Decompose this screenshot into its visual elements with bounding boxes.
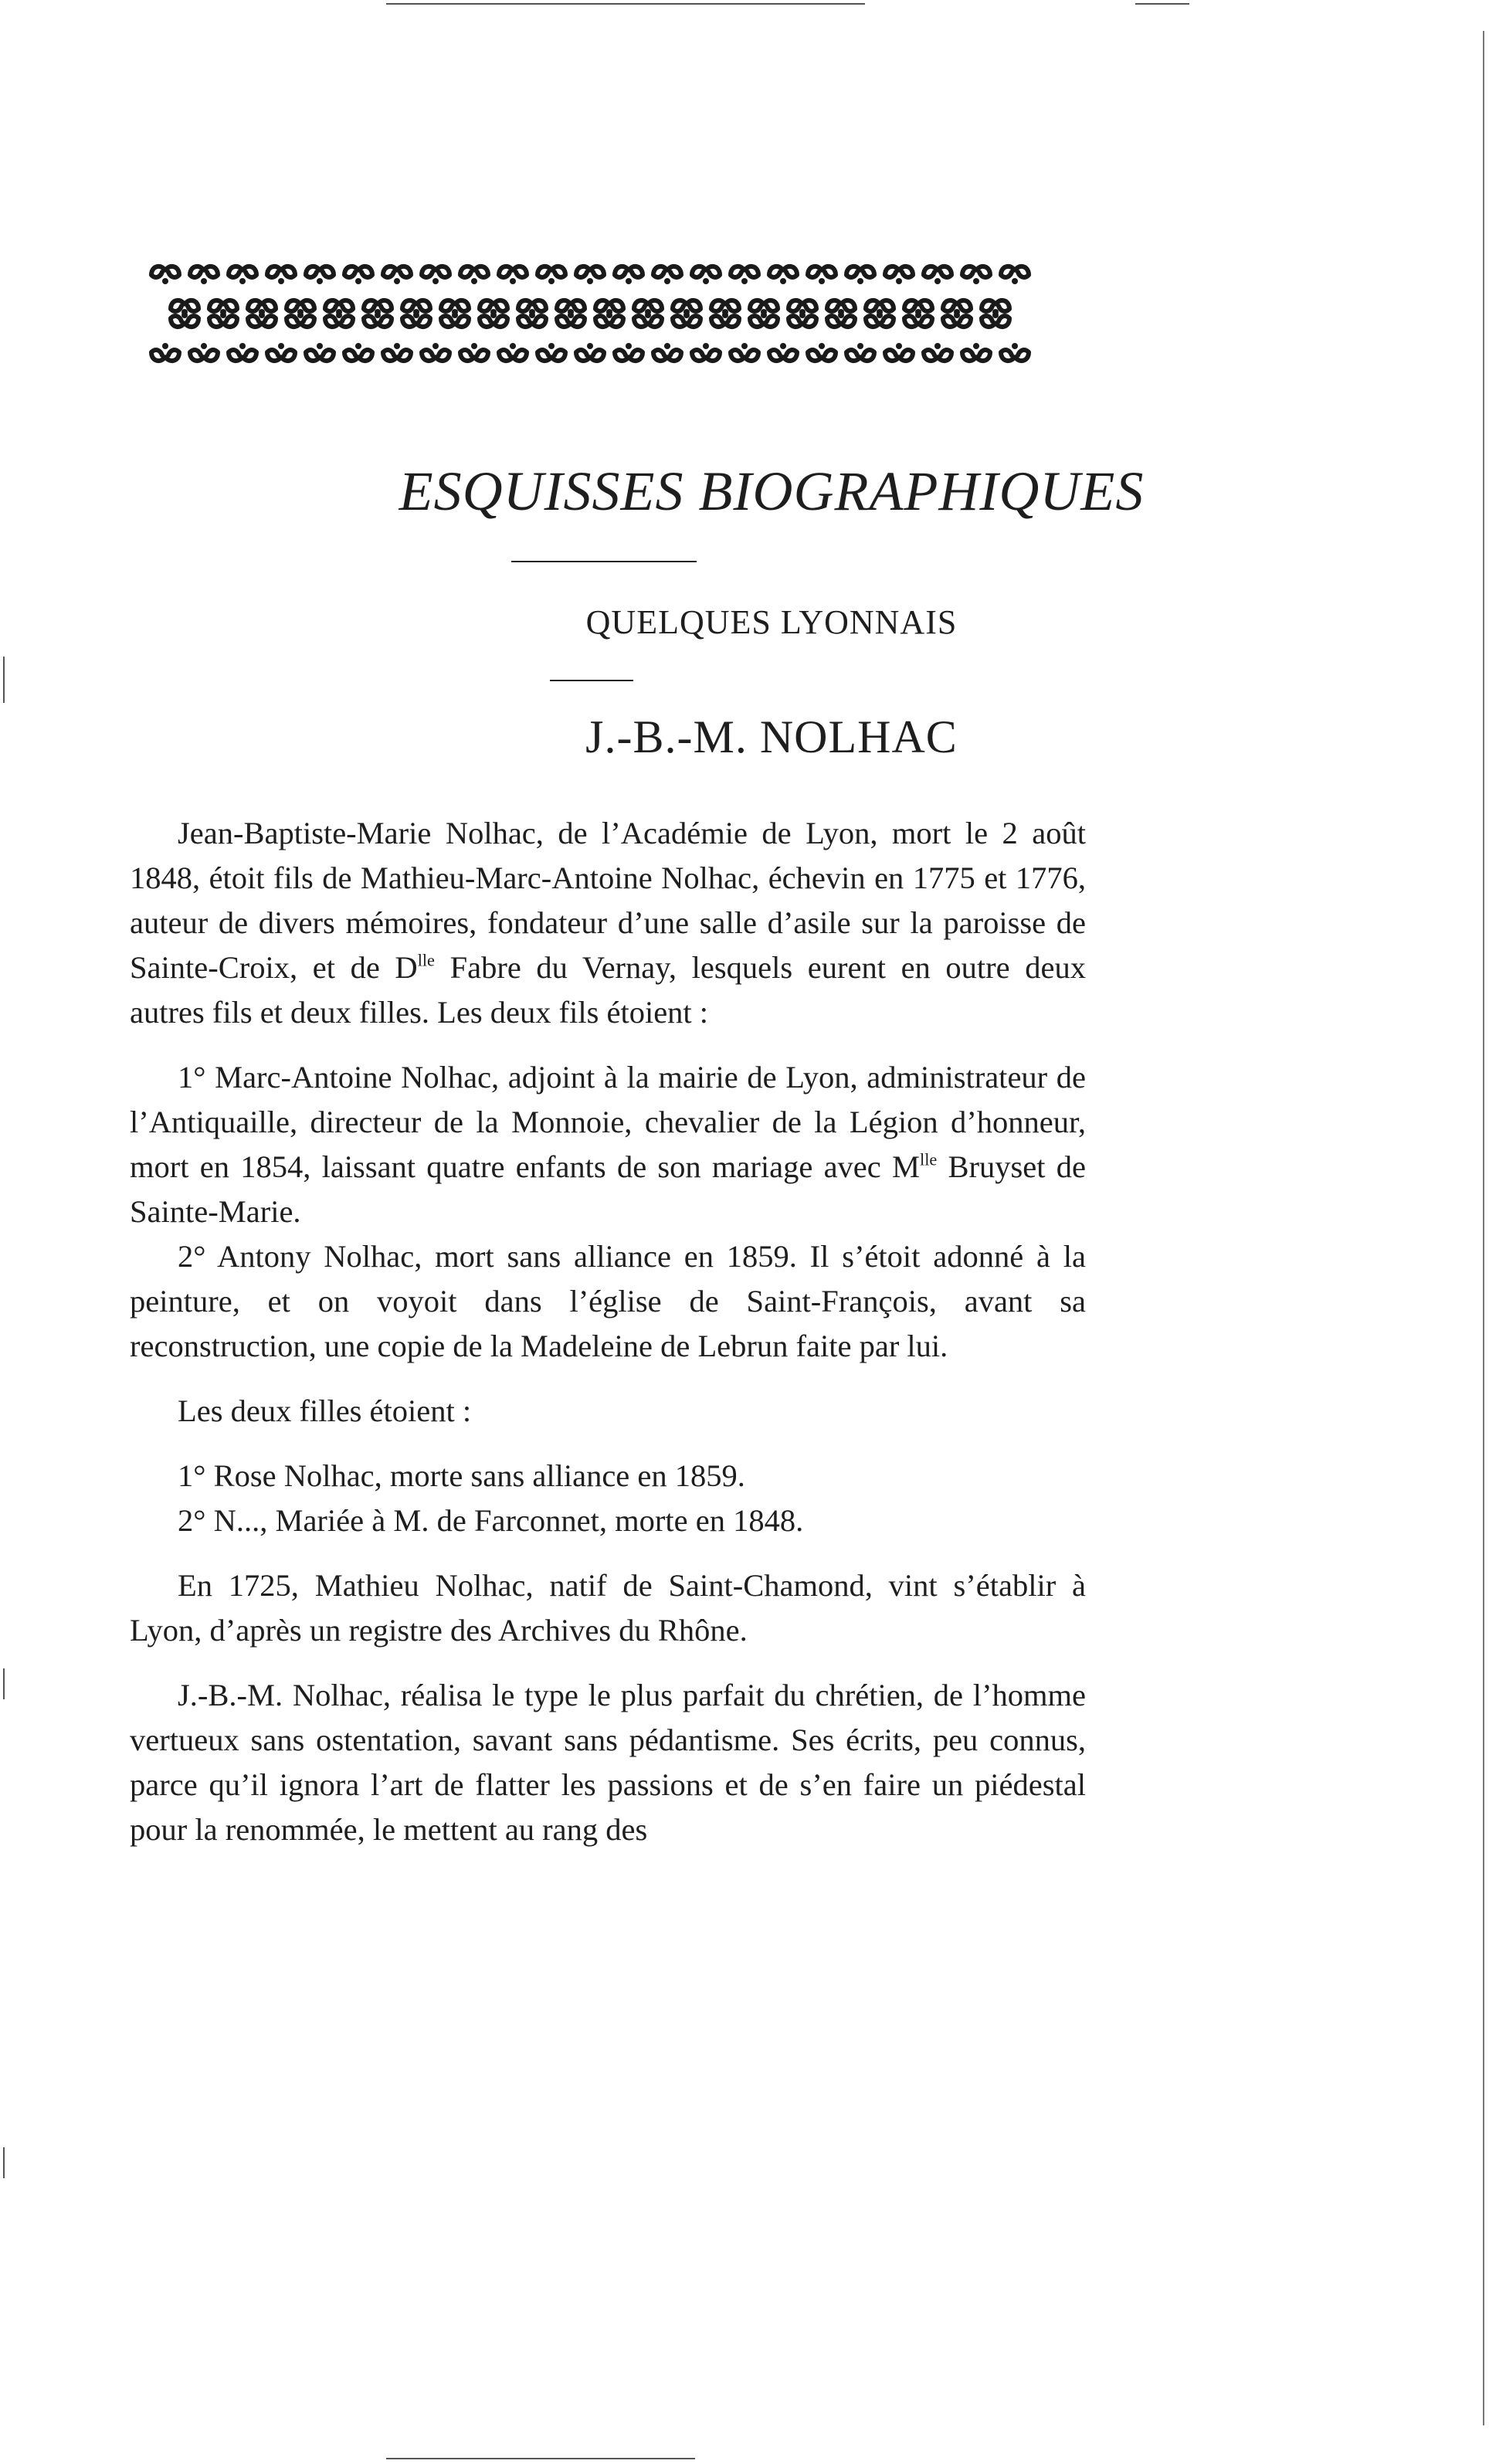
fleuron-band-icon — [147, 255, 1043, 371]
paragraph-text: 1° Marc-Antoine Nolhac, adjoint à la mairie de Lyon, administrateur de l’Antiquaille, directeur de la Monnoie, chevalier de la Légion d’honneur, mort en 1854, laissant quatre enfants de son mariage avec M — [130, 1060, 1086, 1184]
paragraph-text: Fabre du Vernay, lesquels eurent en outre deux autres fils et deux filles. Les deux fils étoient : — [130, 950, 1086, 1030]
biography-heading: J.-B.-M. NOLHAC — [585, 711, 958, 762]
scan-edge-bottom — [386, 2458, 695, 2459]
paragraph: En 1725, Mathieu Nolhac, natif de Saint-Chamond, vint s’établir à Lyon, d’après un registre des Archives du Rhône. — [130, 1568, 1086, 1648]
body-text — [130, 811, 1086, 1852]
subtitle-divider — [550, 680, 633, 681]
paragraph: 2° N..., Mariée à M. de Farconnet, morte en 1848. — [178, 1503, 804, 1538]
paragraph: 2° Antony Nolhac, mort sans alliance en 1859. Il s’étoit adonné à la peinture, et on voyoit dans l’église de Saint-François, avant sa reconstruction, une copie de la Madeleine de Lebrun faite par lui. — [130, 1239, 1086, 1363]
paragraph-text: Jean-Baptiste-Marie Nolhac, de l’Académie de Lyon, mort le 2 août 1848, étoit fils de Mathieu-Marc-Antoine Nolhac, échevin en 1775 et 1776, auteur de divers mémoires, fondateur d’une salle d’asile sur la paroisse de Sainte-Croix, et de D — [130, 816, 1086, 985]
superscript: lle — [417, 950, 435, 970]
scan-edge-right — [1483, 31, 1484, 2425]
superscript: lle — [920, 1149, 938, 1169]
page-title: ESQUISSES BIOGRAPHIQUES — [399, 460, 1145, 522]
paragraph: J.-B.-M. Nolhac, réalisa le type le plus parfait du chrétien, de l’homme vertueux sans ostentation, savant sans pédantisme. Ses écrits, peu connus, parce qu’il ignora l’art de flatter les passions et de s’en faire un piédestal pour la renommée, le mettent au rang des — [130, 1678, 1086, 1847]
paragraph-text: Bruyset de Sainte-Marie. — [130, 1149, 1087, 1229]
scan-mark-left — [3, 1668, 5, 1699]
paragraph — [130, 811, 1086, 1035]
scan-edge-top-right — [1135, 3, 1189, 5]
scan-mark-left — [3, 657, 5, 703]
paragraph — [130, 1055, 1086, 1234]
scan-mark-left — [3, 2147, 5, 2178]
paragraph: Les deux filles étoient : — [178, 1393, 472, 1428]
section-subtitle: QUELQUES LYONNAIS — [585, 603, 958, 641]
paragraph: 1° Rose Nolhac, morte sans alliance en 1859. — [178, 1458, 745, 1493]
scan-edge-top-left — [386, 3, 865, 5]
title-divider — [511, 561, 697, 562]
